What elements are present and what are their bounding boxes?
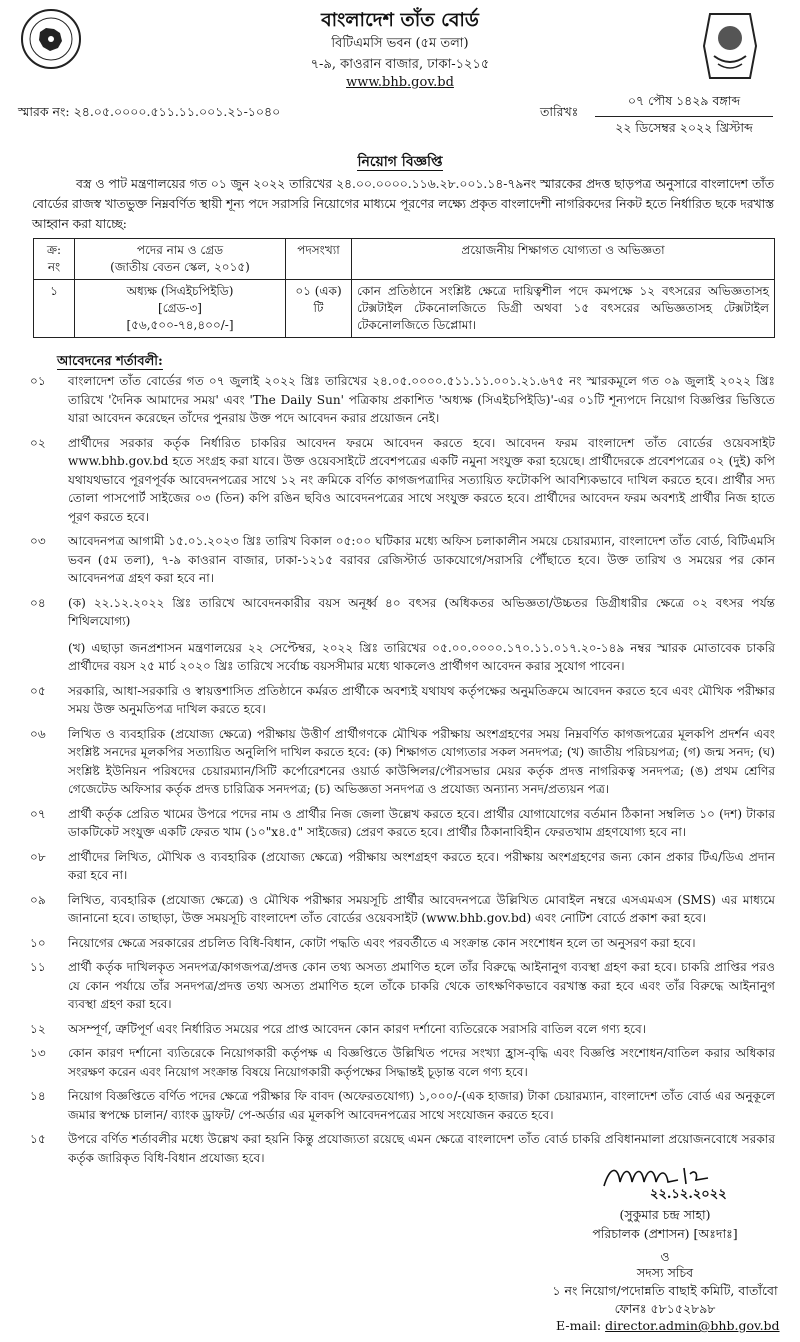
condition-number: ০৩ xyxy=(30,534,46,548)
signatory-title: পরিচালক (প্রশাসন) [অঃদাঃ] xyxy=(592,1226,738,1241)
list-item xyxy=(30,958,775,1014)
condition-number: ০৫ xyxy=(30,683,46,698)
list-item xyxy=(30,372,775,428)
list-item xyxy=(30,891,775,928)
header-qualification: প্রয়োজনীয় শিক্ষাগত যোগ্যতা ও অভিজ্ঞতা xyxy=(352,239,775,280)
condition-text-block xyxy=(68,372,775,428)
condition-number: ০৪ xyxy=(30,595,46,610)
condition-text: বাংলাদেশ তাঁত বোর্ডের গত ০৭ জুলাই ২০২২ খ্রিঃ তারিখের ২৪.০৫.০০০০.৫১১.১১.০০১.২১.৬৭৫ নং স্মারকমূলে গত ০৯ জুলাই ২০২২ খ্রিঃ তারিখে 'দৈনিক আমাদের সময়' এবং 'The Daily Sun' পত্রিকায় প্রকাশিত 'অধ্যক্ষ (সিএইচপিইডি)'-এর ০১টি শূন্যপদে নিয়োগ বিজ্ঞপ্তির ভিত্তিতে যারা আবেদন করেছেন তাঁদের পুনরায় উক্ত পদে আবেদন করার প্রয়োজন নেই। xyxy=(68,374,775,425)
condition-text-block xyxy=(68,958,775,1014)
condition-text: লিখিত ও ব্যবহারিক (প্রযোজ্য ক্ষেত্রে) পরীক্ষায় উত্তীর্ণ প্রার্থীগণকে মৌখিক পরীক্ষায় অংশগ্রহণের সময় নিম্নবর্ণিত কাগজপত্রের মূলকপি প্রদর্শন এবং সংশ্লিষ্ট সনদের মূলকপির সত্যায়িত অনুলিপি দাখিল করতে হবে: (ক) শিক্ষাগত যোগ্যতার সকল সনদপত্র; (খ) জাতীয় পরিচয়পত্র; (গ) জন্ম সনদ; (ঘ) সংশ্লিষ্ট ইউনিয়ন পরিষদের চেয়ারম্যান/সিটি কর্পোরেশনের ওয়ার্ড কাউন্সিলর/পৌরসভার মেয়র কর্তৃক প্রদত্ত নাগরিকত্ব সনদপত্র; (ঙ) প্রথম শ্রেণির গেজেটেড অফিসার কর্তৃক প্রদত্ত চারিত্রিক সনদপত্র; (চ) অভিজ্ঞতা সনদপত্র ও প্রযোজ্য অন্যান্য সনদ/প্রত্যয়ন পত্র। xyxy=(68,726,775,796)
condition-text-block xyxy=(68,725,775,799)
condition-text: অসম্পূর্ণ, ত্রুটিপূর্ণ এবং নির্ধারিত সময়ের পরে প্রাপ্ত আবেদন কোন কারণ দর্শানো ব্যতিরেকে সরাসরি বাতিল বলে গণ্য হবে। xyxy=(68,1021,647,1036)
condition-number: ০৬ xyxy=(30,726,46,741)
list-item xyxy=(30,434,775,527)
header-sl: ক্র: নং xyxy=(34,239,75,280)
org-building: বিটিএমসি ভবন (৫ম তলা) xyxy=(331,36,469,51)
list-item xyxy=(30,934,775,953)
condition-number: ১৩ xyxy=(30,1046,46,1060)
condition-text: সরকারি, আধা-সরকারি ও স্বায়ত্তশাসিত প্রতিষ্ঠানে কর্মরত প্রার্থীকে অবশ্যই যথাযথ কর্তৃপক্ষের অনুমতিক্রমে আবেদন করতে হবে এবং মৌখিক পরীক্ষার সময় উক্ত অনুমতিপত্র দাখিল করতে হবে। xyxy=(68,683,775,716)
org-address: ৭-৯, কাওরান বাজার, ঢাকা-১২১৫ xyxy=(310,57,490,72)
condition-text-b: (খ) এছাড়া জনপ্রশাসন মন্ত্রণালয়ের ২২ সেপ্টেম্বর, ২০২২ খ্রিঃ তারিখের ০৫.০০.০০০০.১৭০.১১.০১৭.২০-১৪৯ নম্বর স্মারক মোতাবেক চাকরি প্রার্থীদের বয়স ২৫ মার্চ ২০২০ খ্রিঃ তারিখে সর্বোচ্চ বয়সসীমার মধ্যে থাকলেও প্রার্থীগণ আবেদন করার সুযোগ পাবেন। xyxy=(68,640,775,673)
list-item xyxy=(30,848,775,885)
condition-text: নিয়োগ বিজ্ঞপ্তিতে বর্ণিত পদের ক্ষেত্রে পরীক্ষার ফি বাবদ (অফেরতযোগ্য) ১,০০০/-(এক হাজার) টাকা চেয়ারম্যান, বাংলাদেশ তাঁত বোর্ড এর অনুকূলে জমার স্বপক্ষে চালান/ ব্যাংক ড্রাফট/ পে-অর্ডার এর মূলকপি আবেদনপত্রের সাথে সংযোজন করতে হবে। xyxy=(68,1089,775,1122)
condition-text-block xyxy=(68,934,775,953)
condition-text-block xyxy=(68,805,775,842)
condition-number: ০২ xyxy=(30,435,46,450)
condition-text-block xyxy=(68,1087,775,1124)
condition-number: ১০ xyxy=(30,935,46,950)
date-box xyxy=(595,93,773,140)
header-post xyxy=(75,239,286,280)
email-link[interactable]: director.admin@bhb.gov.bd xyxy=(605,1318,780,1333)
conditions-heading-text: আবেদনের শর্তাবলী: xyxy=(57,354,163,369)
list-item xyxy=(30,682,775,719)
condition-text: আবেদনপত্র আগামী ১৫.০১.২০২৩ খ্রিঃ তারিখ বিকাল ০৫:০০ ঘটিকার মধ্যে অফিস চলাকালীন সময়ে চেয়ারম্যান, বাংলাদেশ তাঁত বোর্ড, বিটিএমসি ভবন (৫ম তলা), ৭-৯ কাওরান বাজার, ঢাকা-১২১৫ বরাবর রেজিস্টার্ড ডাকযোগে/সরাসরি পৌঁছাতে হবে। উক্ত তারিখ ও সময়ের পর কোন আবেদনপত্র গ্রহণ করা হবে না। xyxy=(68,534,775,585)
signatory-secretary: সদস্য সচিব xyxy=(636,1265,694,1280)
post-scale: [৫৬,৫০০-৭৪,৪০০/-] xyxy=(126,318,234,332)
condition-text: (ক) ২২.১২.২০২২ খ্রিঃ তারিখে আবেদনকারীর বয়স অনূর্ধ্ব ৪০ বৎসর (অধিকতর অভিজ্ঞতা/উচ্চতর ডিগ্রীধারীর ক্ষেত্রে ০২ বৎসর পর্যন্ত শিথিলযোগ্য) xyxy=(68,595,775,628)
signature-date: ২২.১২.২০২২ xyxy=(650,1187,727,1202)
condition-number: ১২ xyxy=(30,1021,46,1036)
condition-text: প্রার্থীদের লিখিত, মৌখিক ও ব্যবহারিক (প্রযোজ্য ক্ষেত্রে) পরীক্ষায় অংশগ্রহণ করতে হবে। পরীক্ষায় অংশগ্রহণের জন্য কোন প্রকার টিএ/ডিএ প্রদান করা হবে না। xyxy=(68,849,775,882)
list-item xyxy=(30,1020,775,1039)
conditions-heading xyxy=(57,352,163,373)
list-item xyxy=(30,725,775,799)
signatory-and: ও xyxy=(660,1249,670,1264)
cell-count: ০১ (এক) টি xyxy=(286,280,352,338)
notice-title-text: নিয়োগ বিজ্ঞপ্তি xyxy=(357,154,443,170)
signatory-committee: ১ নং নিয়োগ/পদোন্নতি বাছাই কমিটি, বাতাঁবো xyxy=(552,1283,778,1298)
condition-text-block xyxy=(68,682,775,719)
post-grade: [গ্রেড-৩] xyxy=(158,301,202,315)
condition-text-block xyxy=(68,1044,775,1081)
condition-text-block xyxy=(68,434,775,527)
list-item xyxy=(30,532,775,588)
email-label: E-mail: xyxy=(556,1318,602,1333)
condition-number: ০৭ xyxy=(30,806,46,821)
condition-text-block xyxy=(68,848,775,885)
condition-text-block xyxy=(68,532,775,588)
intro-paragraph: বস্ত্র ও পাট মন্ত্রণালয়ের গত ০১ জুন ২০২২ তারিখের ২৪.০০.০০০০.১১৬.২৮.০০১.১৪-৭৯নং স্মারকের প্রদত্ত ছাড়পত্র অনুসারে বাংলাদেশ তাঁত বোর্ডের রাজস্ব খাতভুক্ত নিম্নবর্ণিত স্থায়ী শূন্য পদে সরাসরি নিয়োগের মাধ্যমে পূরণের লক্ষ্যে প্রকৃত বাংলাদেশী নাগরিকদের নিকট হতে নির্ধারিত ছকে দরখাস্ত আহ্বান করা যাচ্ছে: xyxy=(32,177,774,231)
list-item xyxy=(30,1087,775,1124)
list-item xyxy=(30,805,775,842)
date-english: ২২ ডিসেম্বর ২০২২ খ্রিস্টাব্দ xyxy=(615,120,753,135)
condition-text-block xyxy=(68,594,775,676)
condition-number: ১৫ xyxy=(30,1132,46,1146)
signatory-phone: ফোনঃ ৫৮১৫২৮৯৮ xyxy=(614,1301,716,1316)
signatory-name: (সুকুমার চন্দ্র সাহা) xyxy=(619,1207,711,1222)
condition-number: ১৪ xyxy=(30,1089,46,1103)
condition-number: ১১ xyxy=(30,960,46,974)
header-post-line1: পদের নাম ও গ্রেড xyxy=(136,243,224,257)
government-seal-icon xyxy=(20,8,82,70)
header-post-line2: (জাতীয় বেতন স্কেল, ২০১৫) xyxy=(110,260,250,274)
condition-text: নিয়োগের ক্ষেত্রে সরকারের প্রচলিত বিধি-বিধান, কোটা পদ্ধতি এবং পরবর্তীতে এ সংক্রান্ত কোন সংশোধন হলে তা অনুসরণ করা হবে। xyxy=(68,935,696,950)
date-label: তারিখঃ xyxy=(540,104,579,119)
condition-text: প্রার্থীদের সরকার কর্তৃক নির্ধারিত চাকরির আবেদন ফরমে আবেদন করতে হবে। আবেদন ফরম বাংলাদেশ তাঁত বোর্ডের ওয়েবসাইট www.bhb.gov.bd হতে সংগ্রহ করা যাবে। উক্ত ওয়েবসাইটে প্রবেশপত্রের একটি নমুনা সংযুক্ত করা হয়েছে। প্রার্থীদেরকে প্রবেশপত্রের ০২ (দুই) কপি যথাযথভাবে পূরণপূর্বক আবেদনপত্রের সাথে ১২ নং ক্রমিকে বর্ণিত কাগজপত্রাদির সত্যায়িত ফটোকপি আবশ্যিকভাবে দাখিল করতে হবে। প্রার্থীর সদ্য তোলা পাসপোর্ট সাইজের ০৩ (তিন) কপি রঙিন ছবিও আবেদনপত্রের সাথে সংযুক্ত করতে হবে। প্রার্থীদের আবেদন ফরম অবশ্যই প্রার্থীর নিজ হাতে পূরণ করতে হবে। xyxy=(68,435,775,524)
conditions-list xyxy=(30,372,775,1173)
cell-qualification: কোন প্রতিষ্ঠানে সংশ্লিষ্ট ক্ষেত্রে দায়িত্বশীল পদে কমপক্ষে ১২ বৎসরের অভিজ্ঞতাসহ টেক্সটাইল টেকনোলজিতে ডিগ্রী অথবা ১৫ বৎসরের অভিজ্ঞতাসহ টেক্সটাইল টেকনোলজিতে ডিপ্লোমা। xyxy=(352,280,775,338)
table-row xyxy=(34,280,775,338)
header-count: পদসংখ্যা xyxy=(286,239,352,280)
condition-text: প্রার্থী কর্তৃক দাখিলকৃত সনদপত্র/কাগজপত্র/প্রদত্ত কোন তথ্য অসত্য প্রমাণিত হলে তাঁর বিরুদ্ধে আইনানুগ ব্যবস্থা গ্রহণ করা হবে। চাকরি প্রাপ্তির পরও যে কোন পর্যায়ে তাঁর সনদপত্র/প্রদত্ত তথ্য অসত্য প্রমাণিত হলে তাঁকে চাকরি থেকে তাৎক্ষণিকভাবে বরখাস্ত করা হবে এবং তাঁর বিরুদ্ধে আইনানুগ ব্যবস্থা গ্রহণ করা হবে। xyxy=(68,960,775,1011)
condition-text: লিখিত, ব্যবহারিক (প্রযোজ্য ক্ষেত্রে) ও মৌখিক পরীক্ষার সময়সূচি প্রার্থীর আবেদনপত্রে উল্লিখিত মোবাইল নম্বরে এসএমএস (SMS) এর মাধ্যমে জানানো হবে। তাছাড়া, উক্ত সময়সূচি বাংলাদেশ তাঁত বোর্ডের ওয়েবসাইট (www.bhb.gov.bd) এবং নোটিশ বোর্ডে প্রকাশ করা হবে। xyxy=(68,892,775,925)
memo-number: স্মারক নং: ২৪.০৫.০০০০.৫১১.১১.০০১.২১-১০৪০ xyxy=(18,104,281,119)
org-name: বাংলাদেশ তাঁত বোর্ড xyxy=(321,9,479,31)
date-bangla: ০৭ পৌষ ১৪২৯ বঙ্গাব্দ xyxy=(595,93,773,117)
condition-text: কোন কারণ দর্শানো ব্যতিরেকে নিয়োগকারী কর্তৃপক্ষ এ বিজ্ঞপ্তিতে উল্লিখিত পদের সংখ্যা হ্রাস-বৃদ্ধি এবং বিজ্ঞপ্তি সংশোধন/বাতিল করার অধিকার সংরক্ষণ করেন এবং নিয়োগ সংক্রান্ত বিষয়ে নিয়োগকারী কর্তৃপক্ষের সিদ্ধান্তই চূড়ান্ত বলে গণ্য হবে। xyxy=(68,1046,775,1079)
board-logo-icon xyxy=(700,6,760,86)
table-header-row xyxy=(34,239,775,280)
condition-number: ০৯ xyxy=(30,892,46,907)
signatory-email xyxy=(556,1318,780,1333)
condition-text-block xyxy=(68,891,775,928)
cell-sl: ১ xyxy=(34,280,75,338)
condition-number: ০১ xyxy=(30,374,46,388)
cell-post xyxy=(75,280,286,338)
org-website-link[interactable]: www.bhb.gov.bd xyxy=(346,75,454,90)
list-item xyxy=(30,1044,775,1081)
condition-text: উপরে বর্ণিত শর্তাবলীর মধ্যে উল্লেখ করা হয়নি কিন্তু প্রযোজ্যতা রয়েছে এমন ক্ষেত্রে বাংলাদেশ তাঁত বোর্ড চাকরি প্রবিধানমালা প্রয়োজনবোধে সরকার কর্তৃক জারিকৃত বিধি-বিধান প্রযোজ্য হবে। xyxy=(68,1132,775,1165)
condition-number: ০৮ xyxy=(30,849,46,864)
post-table xyxy=(33,238,775,338)
condition-text: প্রার্থী কর্তৃক প্রেরিত খামের উপরে পদের নাম ও প্রার্থীর নিজ জেলা উল্লেখ করতে হবে। প্রার্থীর যোগাযোগের বর্তমান ঠিকানা সম্বলিত ১০ (দশ) টাকার ডাকটিকেট সংযুক্ত একটি ফেরত খাম (১০"x৪.৫" সাইজের) প্রেরণ করতে হবে। প্রার্থীর ঠিকানাবিহীন ফেরতখাম গ্রহণযোগ্য হবে না। xyxy=(68,806,775,839)
notice-title xyxy=(0,150,800,174)
post-name: অধ্যক্ষ (সিএইচপিইডি) xyxy=(126,284,234,298)
condition-text-block xyxy=(68,1020,775,1039)
list-item xyxy=(30,594,775,676)
